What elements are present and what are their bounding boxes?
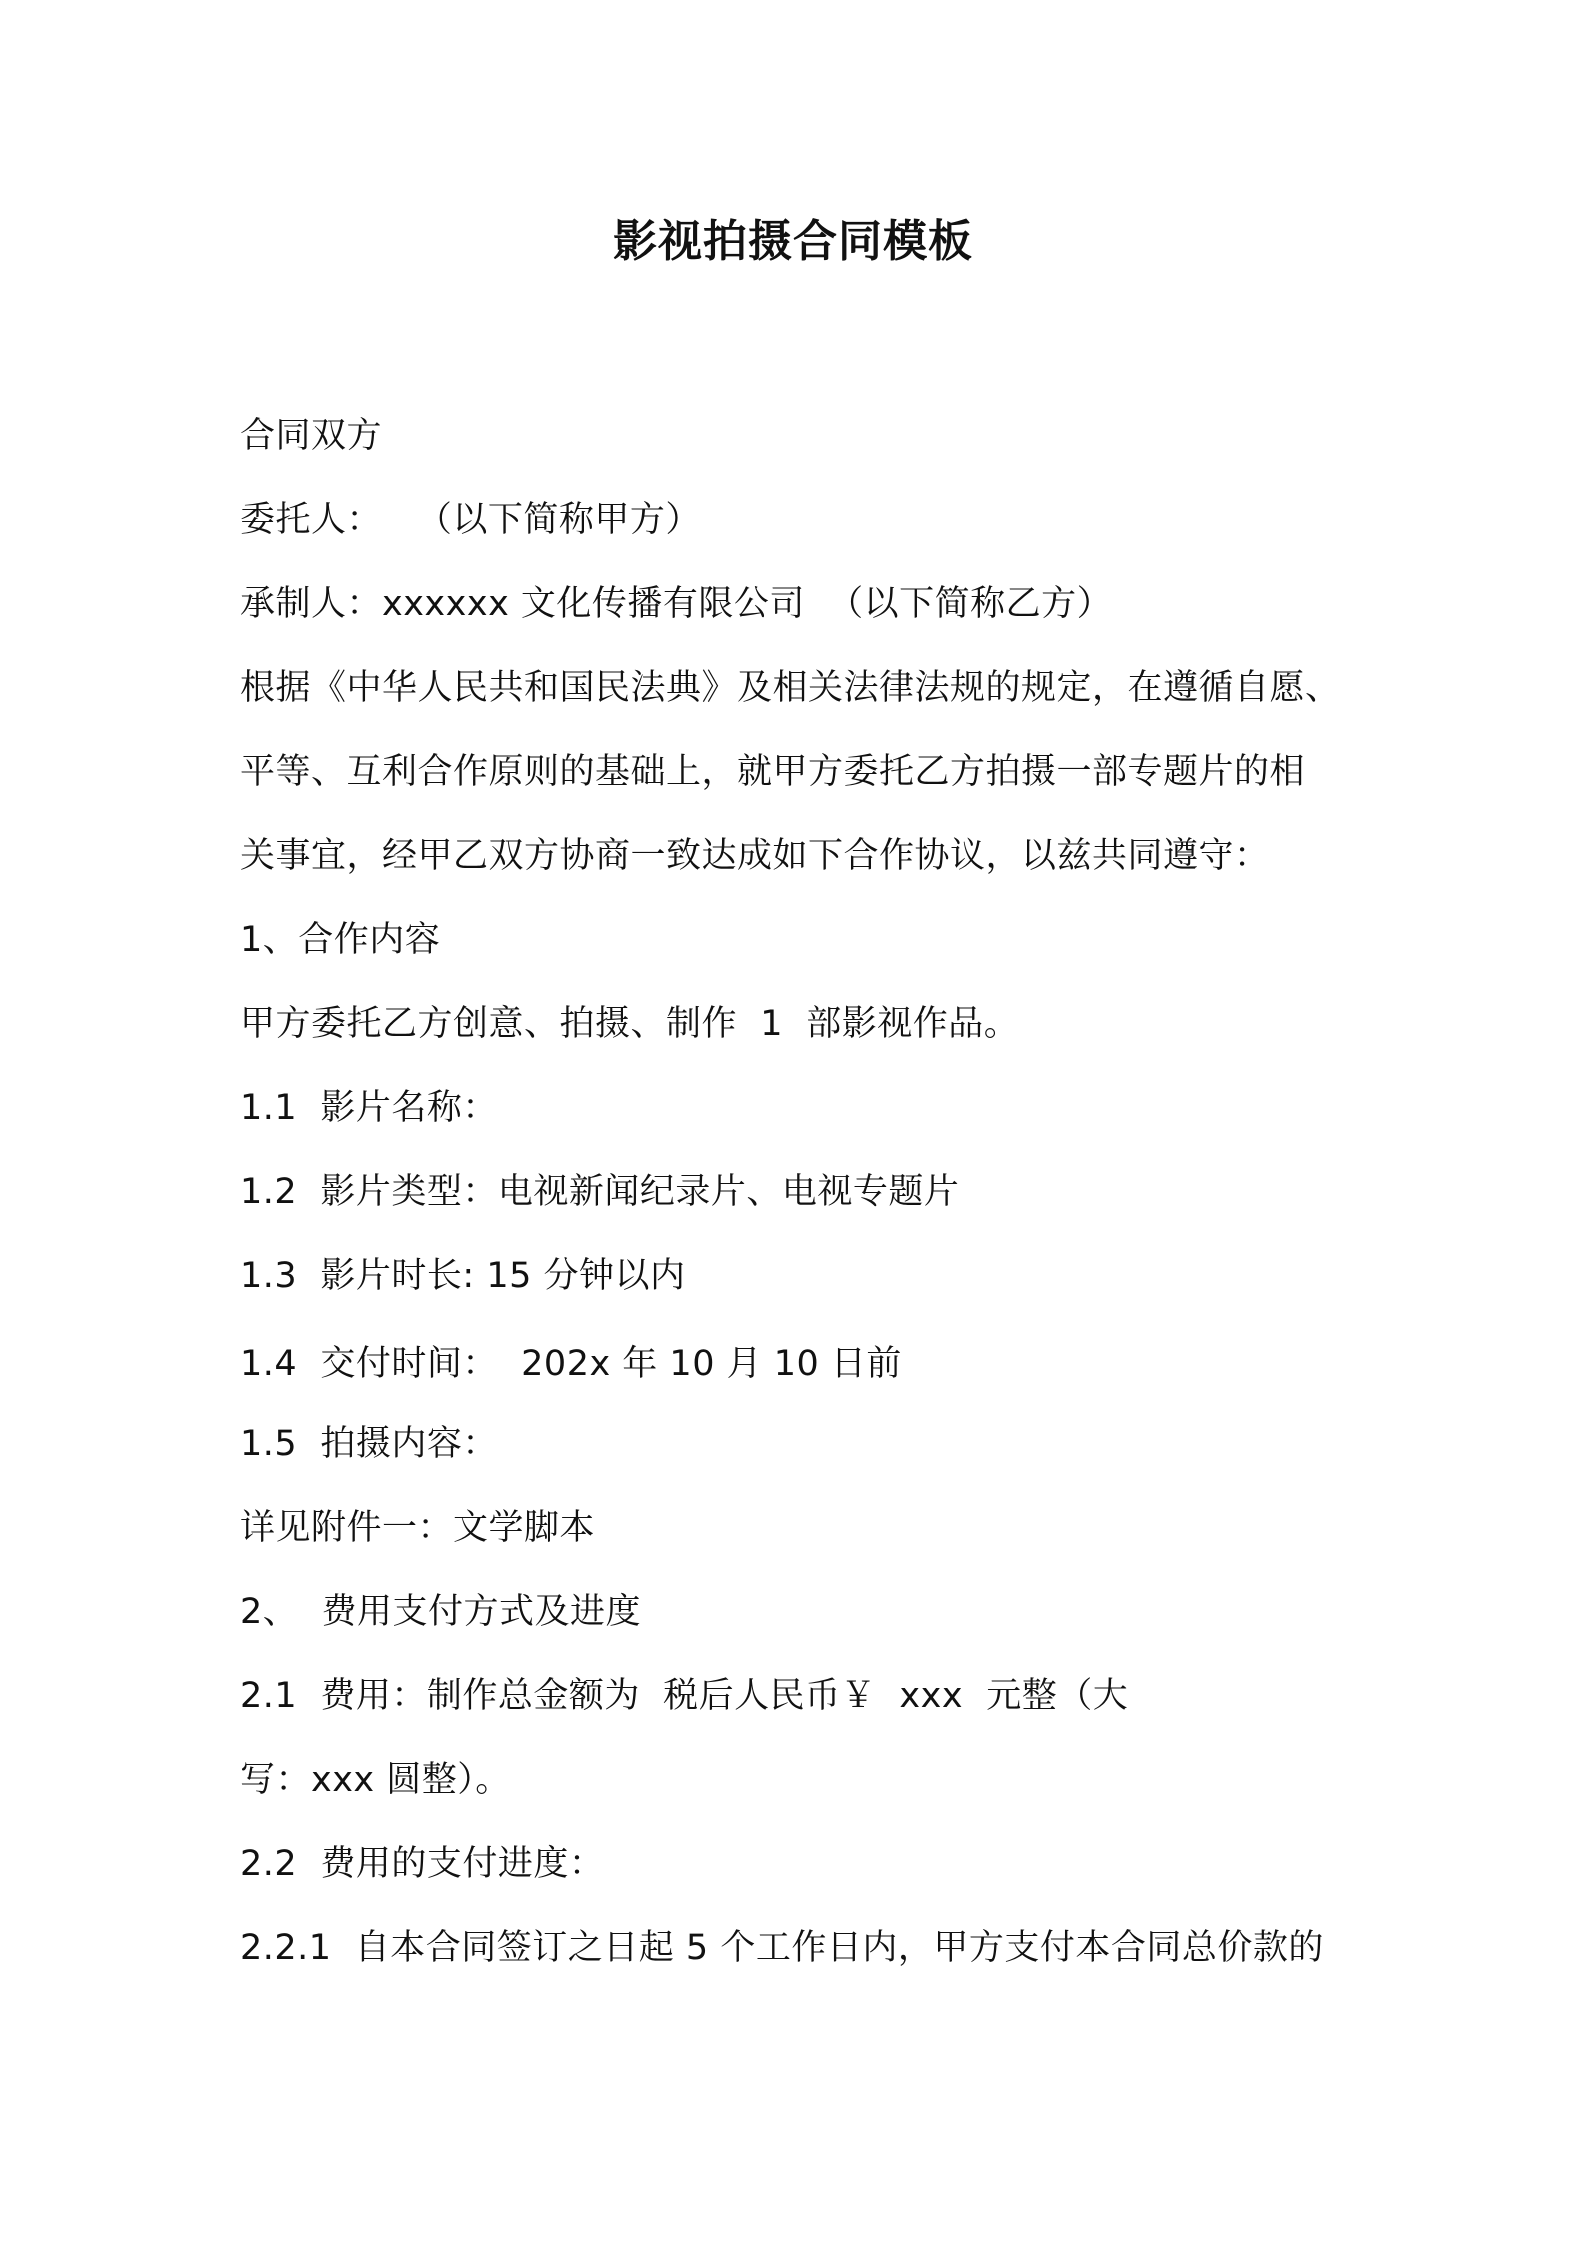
clause-1-1: 1.1 影片名称： <box>240 1088 498 1128</box>
section-heading-1: 1、合作内容 <box>240 920 441 960</box>
document-title: 影视拍摄合同模板 <box>613 216 973 267</box>
clause-1-5-detail: 详见附件一：文学脚本 <box>240 1508 596 1548</box>
party-b-line: 承制人：xxxxxx 文化传播有限公司 （以下简称乙方） <box>240 584 1113 624</box>
clause-1-intro: 甲方委托乙方创意、拍摄、制作 1 部影视作品。 <box>240 1004 1020 1044</box>
clause-1-5: 1.5 拍摄内容： <box>240 1424 498 1464</box>
party-a-line: 委托人： （以下简称甲方） <box>240 500 701 540</box>
clause-2-1: 2.1 费用：制作总金额为 税后人民币￥ xxx 元整（大 <box>240 1676 1129 1716</box>
clause-2-1-cont: 写：xxx 圆整）。 <box>240 1760 511 1800</box>
preamble-line-3: 关事宜，经甲乙双方协商一致达成如下合作协议，以兹共同遵守： <box>240 836 1270 876</box>
clause-1-2: 1.2 影片类型：电视新闻纪录片、电视专题片 <box>240 1172 960 1212</box>
clause-1-4: 1.4 交付时间： 202x 年 10 月 10 日前 <box>240 1344 902 1384</box>
section-heading-parties: 合同双方 <box>240 416 383 456</box>
clause-2-2-1: 2.2.1 自本合同签订之日起 5 个工作日内，甲方支付本合同总价款的 <box>240 1928 1324 1968</box>
preamble-line-2: 平等、互利合作原则的基础上，就甲方委托乙方拍摄一部专题片的相 <box>240 752 1306 792</box>
section-heading-2: 2、 费用支付方式及进度 <box>240 1592 642 1632</box>
clause-1-3: 1.3 影片时长: 15 分钟以内 <box>240 1256 686 1296</box>
preamble-line-1: 根据《中华人民共和国民法典》及相关法律法规的规定，在遵循自愿、 <box>240 668 1341 708</box>
clause-2-2: 2.2 费用的支付进度： <box>240 1844 605 1884</box>
